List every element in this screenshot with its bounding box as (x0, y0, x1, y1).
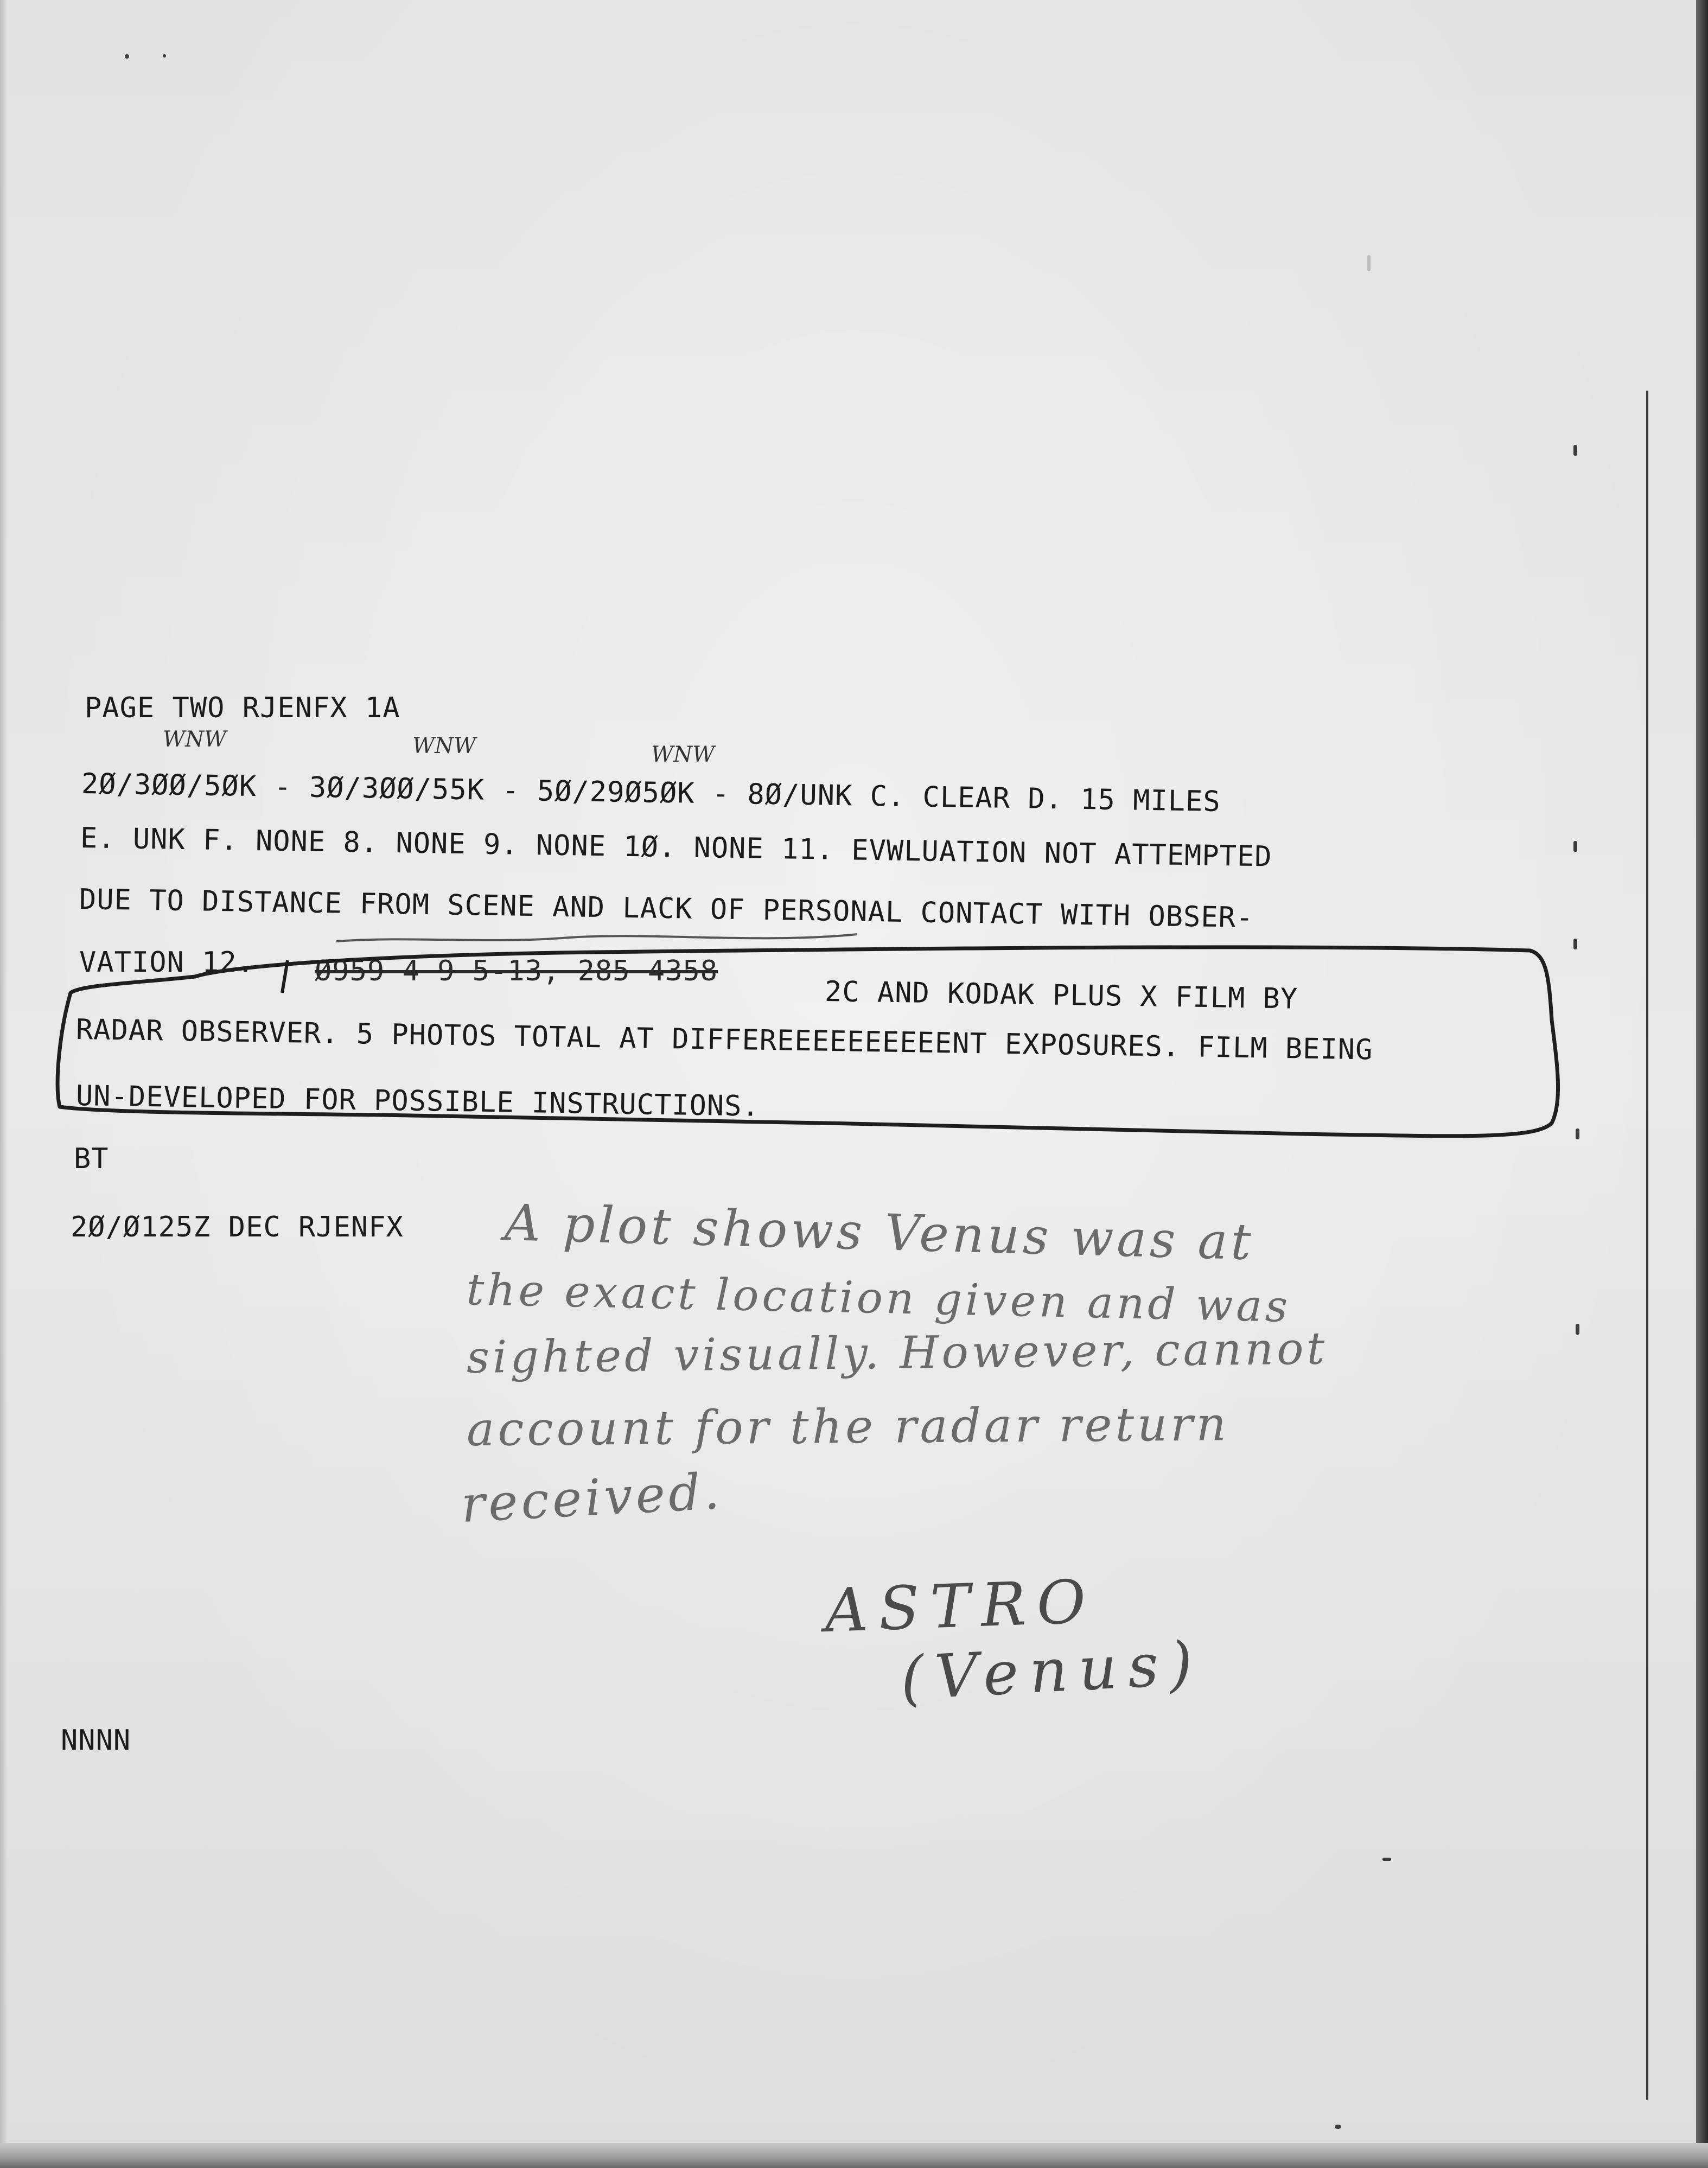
handwritten-note-line: the exact location given and was (466, 1264, 1292, 1332)
wnw-annotation: WNW (412, 734, 476, 758)
handwritten-note-line: A plot shows Venus was at (504, 1194, 1255, 1272)
message-line: 2Ø/3ØØ/5ØK - 3Ø/3ØØ/55K - 5Ø/29Ø5ØK - 8Ø/UNK C. CLEAR D. 15 MILES (81, 768, 1221, 818)
end-of-message: NNNN (61, 1724, 131, 1757)
handwritten-note-line: sighted visually. However, cannot (466, 1323, 1328, 1383)
message-line: E. UNK F. NONE 8. NONE 9. NONE 1Ø. NONE 11. EVWLUATION NOT ATTEMPTED (80, 822, 1273, 873)
handwritten-conclusion: ASTRO (823, 1566, 1098, 1646)
handwritten-note-line: account for the radar return (466, 1397, 1230, 1457)
message-line: DUE TO DISTANCE FROM SCENE AND LACK OF PERSONAL CONTACT WITH OBSER- (79, 883, 1254, 934)
message-line: VATION 12. (79, 946, 255, 979)
handwritten-note-line: received. (460, 1462, 724, 1534)
date-time-group: 2Ø/Ø125Z DEC RJENFX (71, 1211, 404, 1244)
message-line: RADAR OBSERVER. 5 PHOTOS TOTAL AT DIFFEREEEEEEEEEENT EXPOSURES. FILM BEING (75, 1013, 1373, 1067)
message-line: UN-DEVELOPED FOR POSSIBLE INSTRUCTIONS. (75, 1080, 760, 1123)
break-marker: BT (74, 1143, 109, 1175)
wnw-annotation: WNW (163, 727, 227, 752)
struck-out-text: Ø959 4 9 5-13, 285 4358 (315, 955, 718, 987)
message-line: 2C AND KODAK PLUS X FILM BY (824, 975, 1298, 1016)
handwritten-conclusion: (Venus) (898, 1628, 1206, 1713)
page-header: PAGE TWO RJENFX 1A (85, 692, 400, 724)
wnw-annotation: WNW (651, 742, 715, 767)
